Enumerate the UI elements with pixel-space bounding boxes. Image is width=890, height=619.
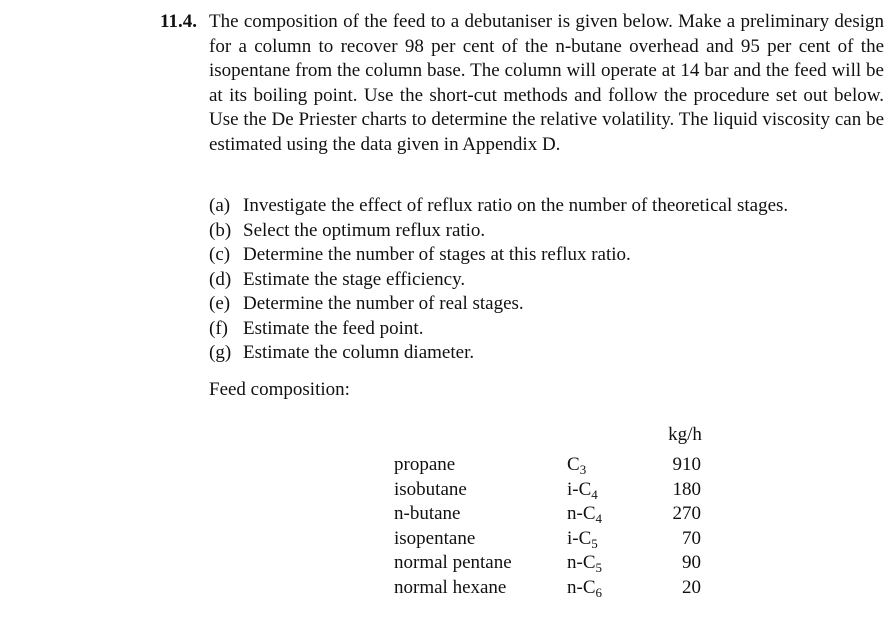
task-text: Estimate the column diameter. (243, 342, 475, 363)
component-flow: 910 (672, 454, 701, 475)
task-tag: (f) (209, 317, 228, 339)
component-flow: 20 (682, 576, 701, 598)
component-name: normal pentane (394, 552, 512, 573)
component-flow: 90 (682, 552, 701, 573)
component-formula: $C_3$ (567, 454, 587, 477)
table-row (394, 527, 714, 552)
task-text: Select the optimum reflux ratio. (243, 219, 486, 241)
table-row (394, 478, 714, 503)
table-row (394, 502, 714, 527)
task-item (209, 243, 788, 268)
task-text: Estimate the stage efficiency. (243, 268, 466, 290)
task-text: Estimate the feed point. (243, 317, 424, 339)
feed-composition-label: Feed composition: (209, 379, 350, 400)
component-formula: $n-C_6$ (567, 576, 602, 600)
task-item (209, 268, 788, 293)
task-tag: (c) (209, 244, 231, 265)
component-flow: 70 (682, 527, 701, 549)
component-formula: $n-C_4$ (567, 503, 602, 526)
component-name: propane (394, 454, 456, 475)
task-item (209, 292, 788, 317)
component-name: isopentane (394, 527, 476, 549)
task-tag: (d) (209, 268, 232, 290)
component-name: isobutane (394, 478, 467, 500)
component-flow: 180 (672, 478, 701, 500)
task-tag: (e) (209, 293, 231, 314)
problem-statement: The composition of the feed to a debutaniser is given below. Make a preliminary design for a column to recover 98 per cent of the n-butane overhead and 95 per cent of the isopentane from the column base. The column will operate at 14 bar and the feed will be at its boiling point. Use the short-cut methods and follow the procedure set out below. Use the De Priester charts to determine the relative volatility. The liquid viscosity can be estimated using the data given in Appendix D. (209, 11, 884, 155)
table-row (394, 551, 714, 576)
component-formula: $i-C_5$ (567, 527, 598, 551)
task-tag: (b) (209, 219, 232, 241)
table-row (394, 576, 714, 601)
table-row (394, 453, 714, 478)
task-list (209, 194, 788, 366)
task-tag: (a) (209, 195, 231, 216)
component-flow: 270 (672, 503, 701, 524)
task-item (209, 341, 788, 366)
component-formula: $i-C_4$ (567, 478, 598, 502)
task-text: Investigate the effect of reflux ratio on the number of theoretical stages. (243, 195, 789, 216)
problem-number: 11.4. (160, 11, 197, 32)
flow-units-header: kg/h (668, 424, 702, 445)
component-name: normal hexane (394, 576, 507, 598)
feed-composition-table (394, 453, 714, 600)
task-item (209, 219, 788, 244)
component-formula: $n-C_5$ (567, 552, 602, 575)
component-name: n-butane (394, 503, 461, 524)
task-text: Determine the number of stages at this reflux ratio. (243, 244, 631, 265)
task-text: Determine the number of real stages. (243, 293, 524, 314)
task-item (209, 194, 788, 219)
task-tag: (g) (209, 342, 232, 363)
task-item (209, 317, 788, 342)
